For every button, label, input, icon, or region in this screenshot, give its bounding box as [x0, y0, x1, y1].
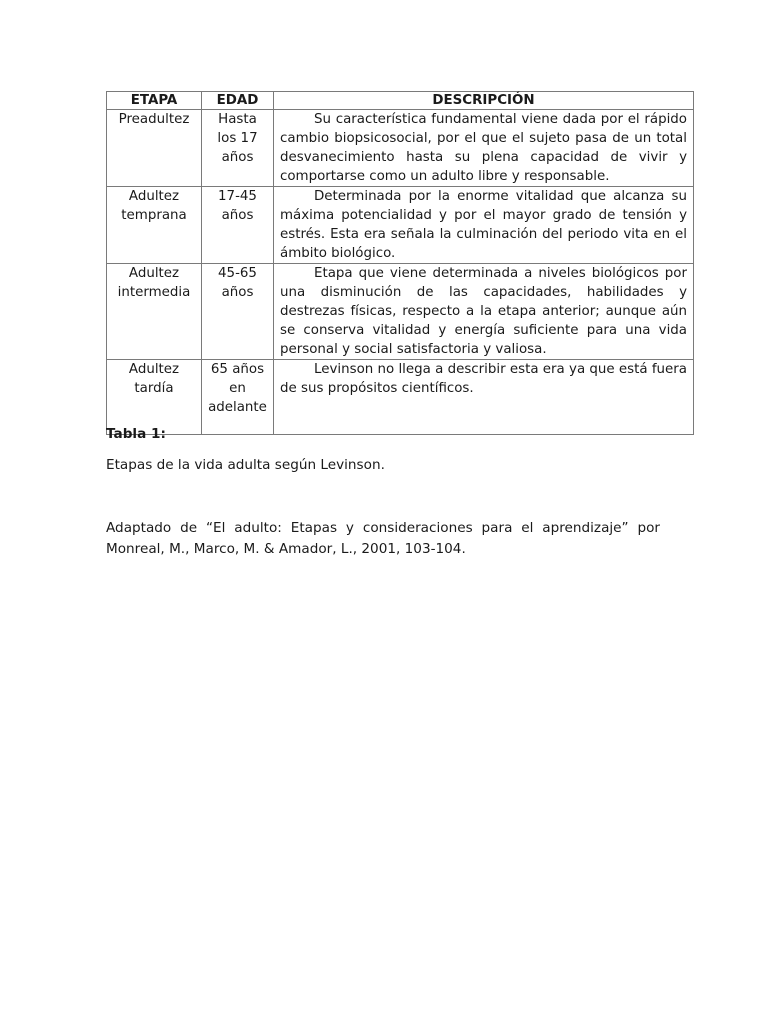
age-cell: 17-45 años — [202, 187, 274, 264]
table-row — [107, 360, 694, 435]
column-header-description: DESCRIPCIÓN — [274, 92, 694, 110]
age-cell: Hasta los 17 años — [202, 110, 274, 187]
description-cell: Etapa que viene determinada a niveles biológicos por una disminución de las capacidades, habilidades y destrezas físicas, respecto a la etapa anterior; aunque aún se conserva vitalidad y energía suficiente para una vida personal y social satisfactoria y valiosa. — [274, 264, 694, 360]
table-row — [107, 264, 694, 360]
description-cell: Determinada por la enorme vitalidad que alcanza su máxima potencialidad y por el mayor grado de tensión y estrés. Esta era señala la culminación del periodo vita en el ámbito biológico. — [274, 187, 694, 264]
table-row — [107, 110, 694, 187]
life-stages-table — [106, 91, 694, 435]
table-row — [107, 187, 694, 264]
description-cell: Su característica fundamental viene dada por el rápido cambio biopsicosocial, por el que el sujeto pasa de un total desvanecimiento hasta su plena capacidad de vivir y comportarse como un adulto libre y responsable. — [274, 110, 694, 187]
source-citation: Adaptado de “El adulto: Etapas y consideraciones para el aprendizaje” por Monreal, M., Marco, M. & Amador, L., 2001, 103-104. — [106, 520, 660, 557]
table-title: Etapas de la vida adulta según Levinson. — [106, 457, 385, 473]
stage-cell: Adultez tardía — [107, 360, 202, 435]
table-caption: Tabla 1: — [106, 426, 166, 442]
stage-cell: Adultez temprana — [107, 187, 202, 264]
column-header-stage: ETAPA — [107, 92, 202, 110]
stage-cell: Adultez intermedia — [107, 264, 202, 360]
table-header-row — [107, 92, 694, 110]
age-cell: 65 años en adelante — [202, 360, 274, 435]
age-cell: 45-65 años — [202, 264, 274, 360]
column-header-age: EDAD — [202, 92, 274, 110]
stage-cell: Preadultez — [107, 110, 202, 187]
description-cell: Levinson no llega a describir esta era ya que está fuera de sus propósitos científicos. — [274, 360, 694, 435]
